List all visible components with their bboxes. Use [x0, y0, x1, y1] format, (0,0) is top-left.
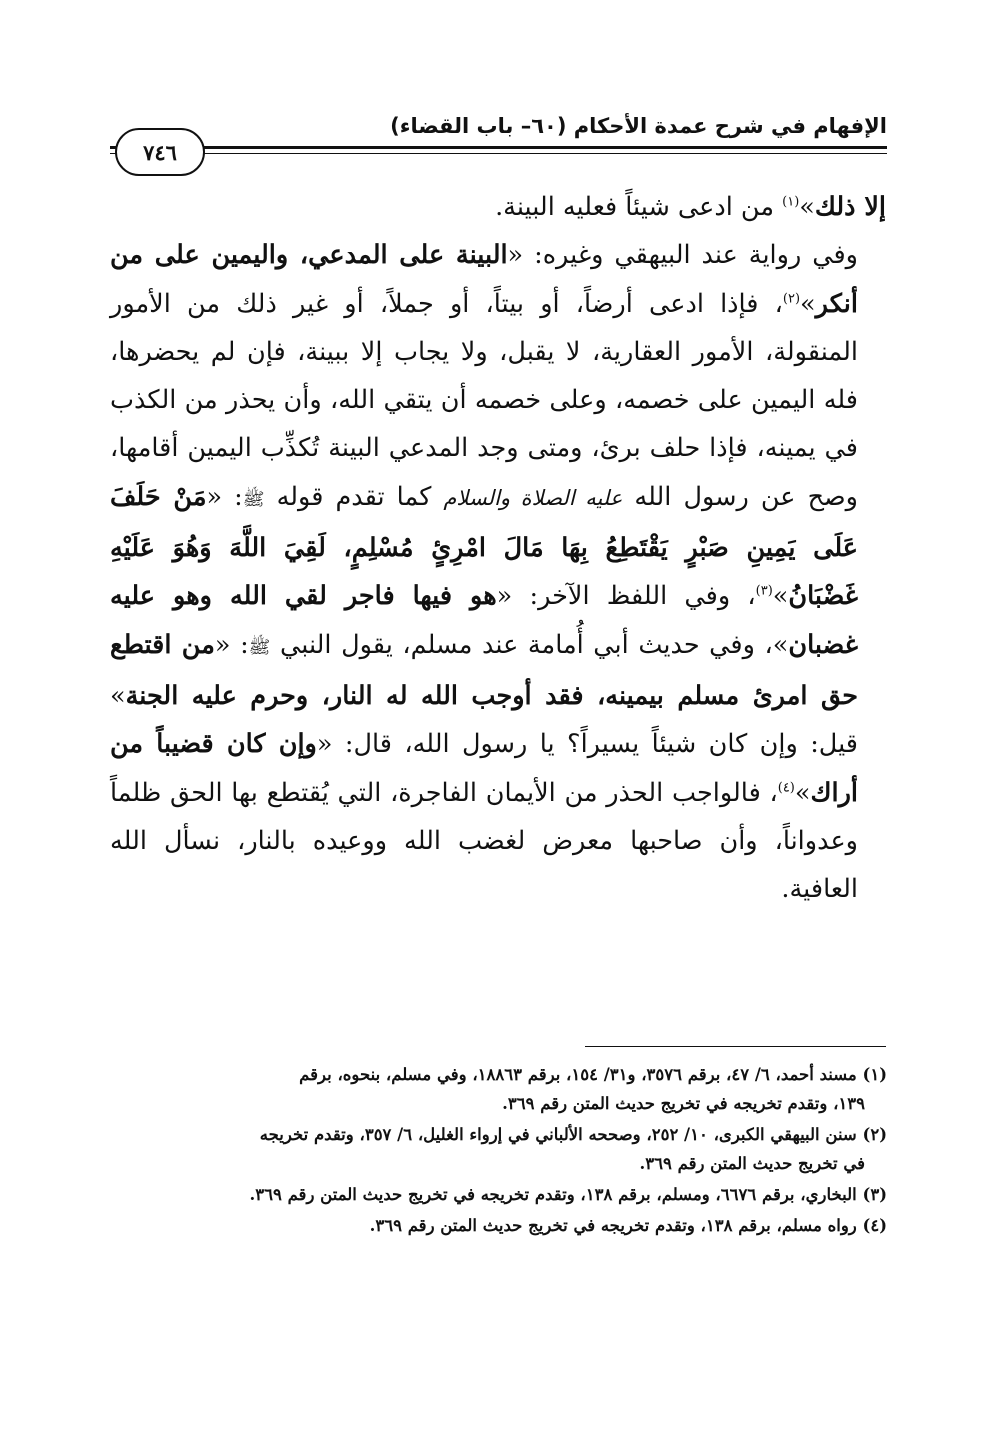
footnote-2	[110, 1120, 887, 1178]
paragraph-1: إلا ذلك»$^{(١)}$ من ادعى شيئاً فعليه البينة.	[495, 192, 886, 222]
text-seg-3b: ، وفي اللفظ الآخر: «	[496, 581, 756, 612]
main-text	[110, 183, 886, 913]
quote-5: من اقتطع حق امرئ مسلم بيمينه، فقد أوجب الله له النار، وحرم عليه الجنة	[110, 629, 858, 711]
footnote-2-cont: في تخريج حديث المتن رقم ٣٦٩.	[639, 1154, 865, 1173]
running-title: الإفهام في شرح عمدة الأحكام (٦٠– باب القضاء)	[390, 114, 887, 138]
header-rule-thick	[110, 146, 887, 149]
footnote-4: (٤) رواه مسلم، برقم ١٣٨، وتقدم تخريجه في تخريج حديث المتن رقم ٣٦٩.	[369, 1216, 887, 1235]
footnote-3: (٣) البخاري، برقم ٦٦٧٦، ومسلم، برقم ١٣٨، وتقدم تخريجه في تخريج حديث المتن رقم ٣٦٩.	[249, 1185, 887, 1204]
footnotes	[110, 1060, 887, 1242]
salawat-glyph-2: ﷺ	[248, 636, 271, 658]
quote-4: هو فيها فاجر لقي الله وهو عليه غضبان	[110, 581, 858, 660]
quote-1: إلا ذلك	[814, 192, 886, 222]
text-seg-3a: كما تقدم قوله	[276, 481, 432, 512]
footnote-1-cont: ١٣٩، وتقدم تخريجه في تخريج حديث المتن رقم ٣٦٩.	[502, 1094, 865, 1113]
text-seg-3c: »، وفي حديث أبي أُمامة عند مسلم، يقول النبي	[280, 629, 789, 660]
page-header	[110, 108, 887, 178]
quote-2: البينة على المدعي، واليمين على من أنكر	[110, 240, 858, 319]
paragraph-1-text: من ادعى شيئاً فعليه البينة.	[495, 192, 775, 222]
text-seg-2a: وفي رواية عند البيهقي وغيره: «	[507, 240, 858, 271]
footnote-ref-3: (٣)	[755, 583, 773, 599]
quote-6: وإن كان قضيباً من أراك	[110, 729, 858, 808]
honorific: عليه الصلاة والسلام	[443, 485, 623, 510]
text-seg-3e: ، فالواجب الحذر من الأيمان الفاجرة، التي يُقتطع بها الحق ظلماً وعدواناً، وأن صاحبها معرض لغضب الله ووعيده بالنار، نسأل الله العافية.	[110, 777, 858, 905]
text-seg-3d: » قيل: وإن كان شيئاً يسيراً؟ يا رسول الله، قال: «	[110, 680, 858, 760]
page-number: ٧٤٦	[115, 128, 205, 176]
footnote-2-text: (٢) سنن البيهقي الكبرى، ١٠/ ٢٥٢، وصححه الألباني في إرواء الغليل، ٦/ ٣٥٧، وتقدم تخريجه	[259, 1125, 887, 1144]
footnote-1	[110, 1060, 887, 1118]
quote-3: مَنْ حَلَفَ عَلَى يَمِينِ صَبْرٍ يَقْتَطِعُ بِهَا مَالَ امْرِئٍ مُسْلِمٍ، لَقِيَ اللَّهَ وَهُوَ عَلَيْهِ غَضْبَانُ	[110, 481, 859, 612]
salawat-glyph: ﷺ	[242, 488, 265, 510]
text-seg-2b: ، فإذا ادعى أرضاً، أو بيتاً، أو جملاً، أو غير ذلك من الأمور المنقولة، الأمور العقارية، لا يقبل، ولا يجاب إلا ببينة، فإن لم يحضرها، فله اليمين على خصمه، وعلى خصمه أن يتقي الله، وأن يحذر من الكذب في يمينه، فإذا حلف برئ، ومتى وجد المدعي البينة تُكذِّب اليمين أقامها، وصح عن رسول الله	[110, 288, 858, 512]
paragraph-2: وفي رواية عند البيهقي وغيره: «البينة على المدعي، واليمين على من أنكر»$^{(٢)}$، فإذا ادعى أرضاً، أو بيتاً، أو جملاً، أو غير ذلك من الأمور المنقولة، الأمور العقارية، لا يقبل، ولا يجاب إلا ببينة، فإن لم يحضرها، فله اليمين على خصمه، وعلى خصمه أن يتقي الله، وأن يحذر من الكذب في يمينه، فإذا حلف برئ، ومتى وجد المدعي البينة تُكذِّب اليمين أقامها، وصح عن رسول الله عليه الصلاة والسلام كما تقدم قوله ﷺ: «مَنْ حَلَفَ عَلَى يَمِينِ صَبْرٍ يَقْتَطِعُ بِهَا مَالَ امْرِئٍ مُسْلِمٍ، لَقِيَ اللَّهَ وَهُوَ عَلَيْهِ غَضْبَانُ»$^{(٣)}$، وفي اللفظ الآخر: «هو فيها فاجر لقي الله وهو عليه غضبان»، وفي حديث أبي أُمامة عند مسلم، يقول النبي ﷺ: «من اقتطع حق امرئ مسلم بيمينه، فقد أوجب الله له النار، وحرم عليه الجنة» قيل: وإن كان شيئاً يسيراً؟ يا رسول الله، قال: «وإن كان قضيباً من أراك»$^{(٤)}$، فالواجب الحذر من الأيمان الفاجرة، التي يُقتطع بها الحق ظلماً وعدواناً، وأن صاحبها معرض لغضب الله ووعيده بالنار، نسأل الله العافية.	[110, 240, 859, 905]
header-rule-thin	[110, 153, 887, 154]
footnote-1-text: (١) مسند أحمد، ٦/ ٤٧، برقم ٣٥٧٦، و٣١/ ١٥٤، برقم ١٨٨٦٣، وفي مسلم، بنحوه، برقم	[299, 1065, 887, 1084]
footnote-ref-1: (١)	[782, 194, 800, 210]
footnote-separator	[585, 1046, 886, 1047]
footnote-ref-2: (٢)	[782, 291, 801, 307]
footnote-ref-4: (٤)	[777, 780, 795, 796]
